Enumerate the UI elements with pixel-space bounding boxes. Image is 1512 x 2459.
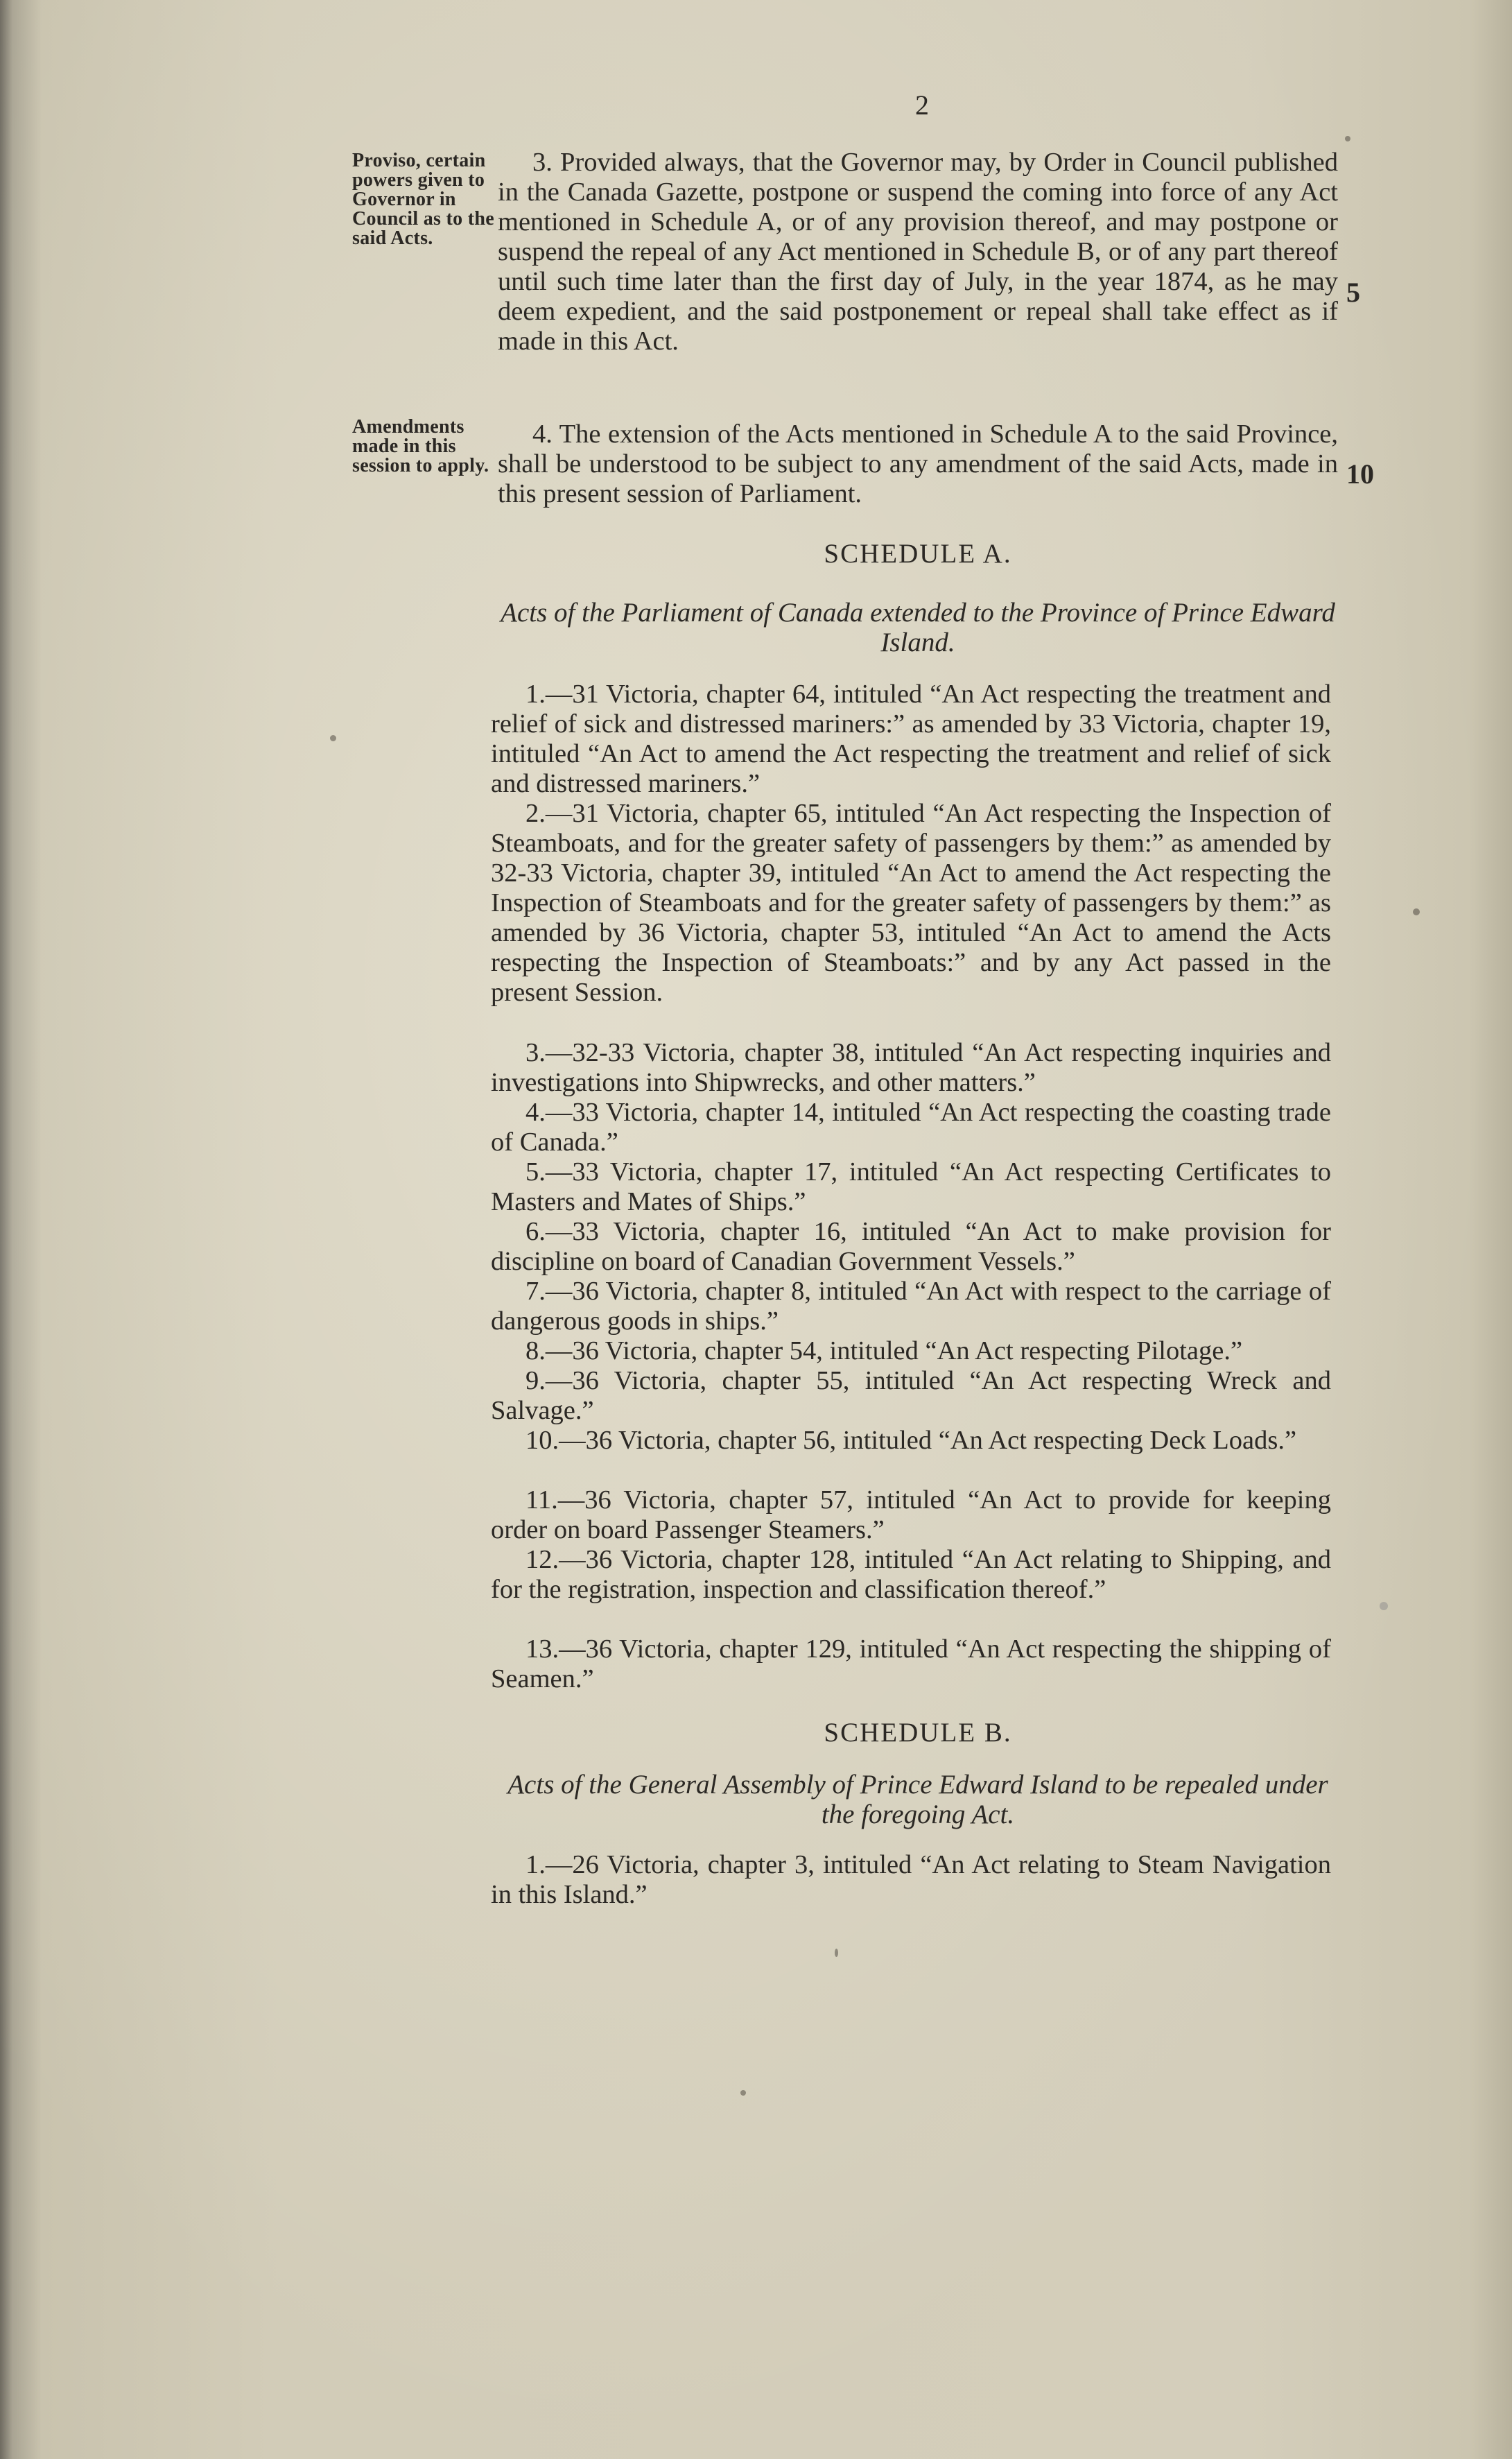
schedule-a-item: 1.—31 Victoria, chapter 64, intituled “An Act respecting the treatment and relief of sick and distressed mariners:” as amended by 33 Victoria, chapter 19, intituled “An Act to amend the Act respecting the treatment and relief of sick and distressed mariners.” (491, 680, 1331, 798)
schedule-a-item: 12.—36 Victoria, chapter 128, intituled “An Act relating to Shipping, and for the registration, inspection and classification thereof.” (491, 1545, 1331, 1604)
schedule-a-item: 7.—36 Victoria, chapter 8, intituled “An Act with respect to the carriage of dangerous goods in ships.” (491, 1277, 1331, 1336)
schedule-b-heading: SCHEDULE B. (824, 1718, 1012, 1748)
schedule-a-subheading: Acts of the Parliament of Canada extended to the Province of Prince Edward Island. (501, 598, 1335, 657)
section-4-text: 4. The extension of the Acts mentioned in Schedule A to the said Province, shall be understood to be subject to any amendment of the said Acts, made in this present session of Parliament. (498, 420, 1338, 508)
schedule-a-item: 11.—36 Victoria, chapter 57, intituled “An Act to provide for keeping order on board Passenger Steamers.” (491, 1485, 1331, 1544)
margin-note-proviso: Proviso, certain powers given to Governor in Council as to the said Acts. (352, 150, 494, 249)
schedule-a-item: 2.—31 Victoria, chapter 65, intituled “An Act respecting the Inspection of Steamboats, and for the greater safety of passengers by them:” as amended by 32-33 Victoria, chapter 39, intituled “An Act to amend the Act respecting the Inspection of Steamboats and for the greater safety of passengers by them:” as amended by 36 Victoria, chapter 53, intituled “An Act to amend the Acts respecting the Inspection of Steamboats:” and by any Act passed in the present Session. (491, 799, 1331, 1007)
ink-speck (330, 735, 336, 741)
ink-speck (1345, 136, 1350, 141)
schedule-a-item: 13.—36 Victoria, chapter 129, intituled “An Act respecting the shipping of Seamen.” (491, 1634, 1331, 1693)
section-3-text: 3. Provided always, that the Governor may, by Order in Council published in the Canada Gazette, postpone or suspend the coming into force of any Act mentioned in Schedule A, or of any provision thereof, and may postpone or suspend the repeal of any Act mentioned in Schedule B, or of any part thereof until such time later than the first day of July, in the year 1874, as he may deem expedient, and the said postponement or repeal shall take effect as if made in this Act. (498, 148, 1338, 356)
schedule-a-item: 8.—36 Victoria, chapter 54, intituled “An Act respecting Pilotage.” (525, 1336, 1243, 1365)
ink-speck (740, 2090, 746, 2096)
line-number-10: 10 (1346, 458, 1374, 490)
schedule-b-item: 1.—26 Victoria, chapter 3, intituled “An Act relating to Steam Navigation in this Island.” (491, 1850, 1331, 1909)
ink-speck (835, 1949, 838, 1957)
schedule-a-item: 3.—32-33 Victoria, chapter 38, intituled “An Act respecting inquiries and investigations into Shipwrecks, and other matters.” (491, 1038, 1331, 1097)
schedule-a-item: 9.—36 Victoria, chapter 55, intituled “An Act respecting Wreck and Salvage.” (491, 1366, 1331, 1425)
page-number: 2 (915, 89, 929, 121)
schedule-a-item: 10.—36 Victoria, chapter 56, intituled “An Act respecting Deck Loads.” (525, 1426, 1297, 1455)
line-number-5: 5 (1346, 277, 1360, 308)
schedule-a-heading: SCHEDULE A. (824, 539, 1012, 569)
margin-note-amendments: Amendments made in this session to apply. (352, 416, 489, 476)
schedule-a-item: 4.—33 Victoria, chapter 14, intituled “An Act respecting the coasting trade of Canada.” (491, 1098, 1331, 1157)
schedule-a-item: 5.—33 Victoria, chapter 17, intituled “An Act respecting Certificates to Masters and Mates of Ships.” (491, 1157, 1331, 1216)
schedule-b-subheading: Acts of the General Assembly of Prince Edward Island to be repealed under the foregoing Act. (507, 1770, 1328, 1829)
ink-speck (1380, 1602, 1388, 1610)
schedule-a-item: 6.—33 Victoria, chapter 16, intituled “An Act to make provision for discipline on board of Canadian Government Vessels.” (491, 1217, 1331, 1276)
ink-speck (1413, 908, 1420, 915)
